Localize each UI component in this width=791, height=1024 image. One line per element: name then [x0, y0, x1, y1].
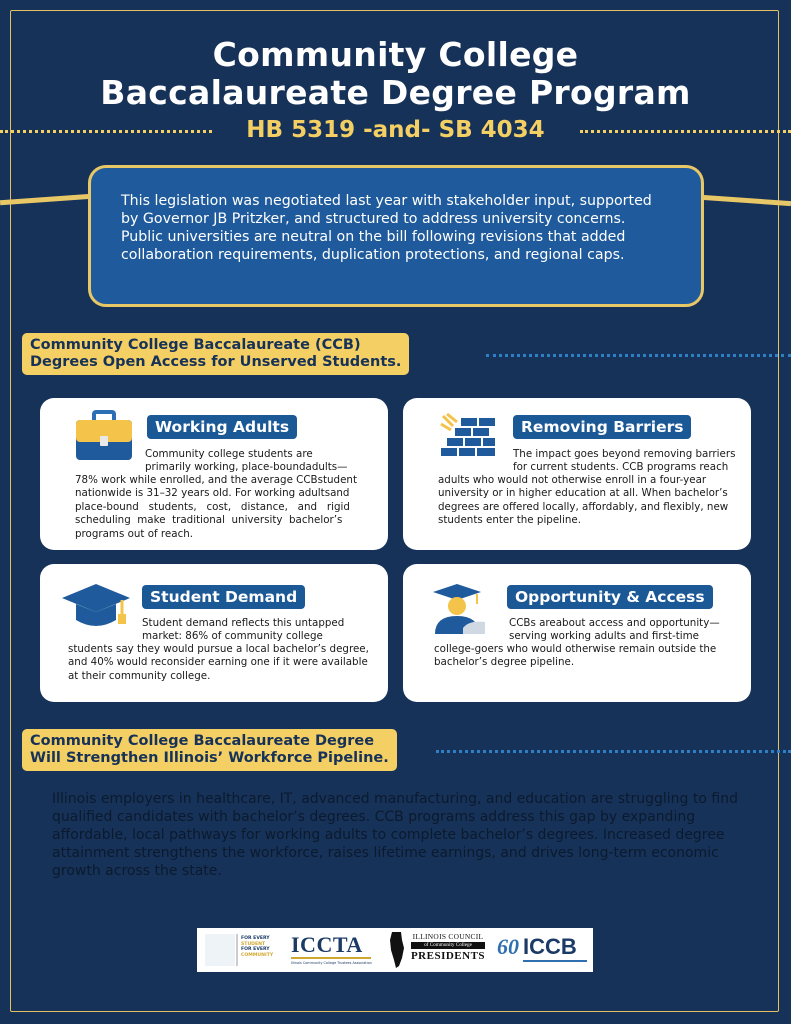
card-line: university or in higher education at all. When bachelor’s — [438, 487, 728, 500]
iccta-wordmark: ICCTA — [291, 932, 363, 957]
card-line: programs out of reach. — [75, 527, 194, 540]
logo-text: ILLINOIS COUNCIL — [412, 932, 484, 941]
section-heading-access — [22, 333, 409, 375]
card-line: Community college students are — [145, 448, 313, 460]
iccb-logo — [495, 928, 591, 972]
card-removing-barriers — [403, 398, 751, 550]
title-line-2: Baccalaureate Degree Program — [100, 73, 691, 112]
card-line: college-goers who would otherwise remain outside the — [434, 643, 717, 655]
card-heading-student-demand: Student Demand — [142, 585, 305, 609]
iccb-anniversary-number: 60 — [497, 934, 519, 959]
graduate-person-icon — [429, 580, 499, 636]
card-text-opportunity-intro — [509, 617, 739, 644]
card-line: for current students. CCB programs reach — [513, 461, 729, 474]
iccb-wordmark: ICCB — [523, 934, 577, 959]
card-line: degrees are offered locally, affordably, and flexibly, new — [438, 500, 729, 513]
card-text-removing-barriers — [438, 474, 743, 528]
subtitle-row — [0, 116, 791, 144]
bill-numbers: HB 5319 -and- SB 4034 — [246, 117, 545, 143]
card-line: adults who would not otherwise enroll in a four-year — [438, 474, 707, 486]
card-opportunity-access — [403, 564, 751, 702]
card-heading-removing-barriers: Removing Barriers — [513, 415, 691, 439]
card-line: serving working adults and first-time — [509, 630, 699, 643]
card-working-adults — [40, 398, 388, 550]
card-line: students enter the pipeline. — [438, 514, 582, 527]
illinois-state-icon — [389, 930, 405, 970]
card-line: nationwide is 31–32 years old. For working adultsand — [75, 487, 350, 500]
card-line: 78% work while enrolled, and the average CCBstudent — [75, 474, 357, 486]
card-text-student-demand — [68, 643, 378, 683]
title-line-1: Community College — [212, 35, 579, 74]
logo-text: FOR EVERY — [241, 936, 270, 941]
iccp-logo — [387, 928, 489, 972]
section-heading-workforce-line1: Community College Baccalaureate Degree — [30, 733, 375, 749]
card-text-student-demand-intro — [142, 617, 372, 644]
section-dots-2 — [436, 750, 791, 753]
iccta-underline — [291, 957, 371, 959]
card-text-removing-barriers-intro — [513, 448, 743, 475]
card-text-working-adults — [75, 474, 375, 541]
card-line: and 40% would reconsider earning one if it were available — [68, 656, 368, 669]
section-heading-workforce — [22, 729, 397, 771]
iccb-underline — [523, 960, 587, 962]
broken-wall-icon — [439, 412, 499, 460]
card-line: primarily working, place-boundadults— — [145, 461, 348, 474]
card-line: Student demand reflects this untapped — [142, 617, 345, 629]
logo-text: COMMUNITY — [241, 952, 274, 958]
card-text-opportunity-access — [434, 643, 739, 670]
section-heading-access-line2: Degrees Open Access for Unserved Students. — [30, 354, 402, 370]
card-student-demand — [40, 564, 388, 702]
intro-text: This legislation was negotiated last year with stakeholder input, supported by Governor JB Pritzker, and structured to address university concerns. Public universities are neutral on the bill following revisions that added collaboration requirements, duplication protections, and regional caps. — [121, 193, 652, 263]
card-heading-working-adults: Working Adults — [147, 415, 297, 439]
briefcase-icon — [74, 410, 134, 462]
card-line: place-bound students, cost, distance, and rigid — [75, 500, 350, 513]
card-line: students say they would pursue a local bachelor’s degree, — [68, 643, 369, 655]
workforce-body-text: Illinois employers in healthcare, IT, advanced manufacturing, and education are struggling to find qualified candidates with bachelor’s degrees. CCB programs address this gap by expanding affordable, local pathways for working adults to complete bachelor’s degrees. Increased degree attainment strengthens the workforce, raises lifetime earnings, and drives long-term economic growth across the state. — [52, 791, 738, 879]
graduation-cap-icon — [60, 580, 132, 634]
section-dots-1 — [486, 354, 791, 357]
logo-text: FOR EVERY — [241, 947, 270, 953]
card-line: The impact goes beyond removing barriers — [513, 448, 736, 460]
logo-text: of Community College — [411, 942, 485, 949]
section-heading-workforce-line2: Will Strengthen Illinois’ Workforce Pipeline. — [30, 750, 389, 766]
partner-logos — [197, 928, 593, 972]
card-line: bachelor’s degree pipeline. — [434, 656, 575, 669]
card-line: CCBs areabout access and opportunity— — [509, 617, 720, 629]
card-line: at their community college. — [68, 669, 211, 682]
for-every-student-logo — [201, 928, 281, 972]
logo-text: STUDENT — [241, 941, 266, 947]
section-heading-access-line1: Community College Baccalaureate (CCB) — [30, 337, 361, 353]
card-text-working-adults-intro — [145, 448, 375, 475]
iccta-logo — [289, 928, 375, 972]
intro-box — [88, 165, 704, 307]
card-line: market: 86% of community college — [142, 630, 323, 643]
card-line: scheduling make traditional university bachelor’s — [75, 514, 343, 527]
iccta-subtext: Illinois Community College Trustees Association — [291, 961, 372, 965]
card-heading-opportunity-access: Opportunity & Access — [507, 585, 713, 609]
subtitle-dots-right — [580, 130, 791, 133]
logo-text: PRESIDENTS — [410, 950, 486, 962]
page-title — [0, 36, 791, 112]
